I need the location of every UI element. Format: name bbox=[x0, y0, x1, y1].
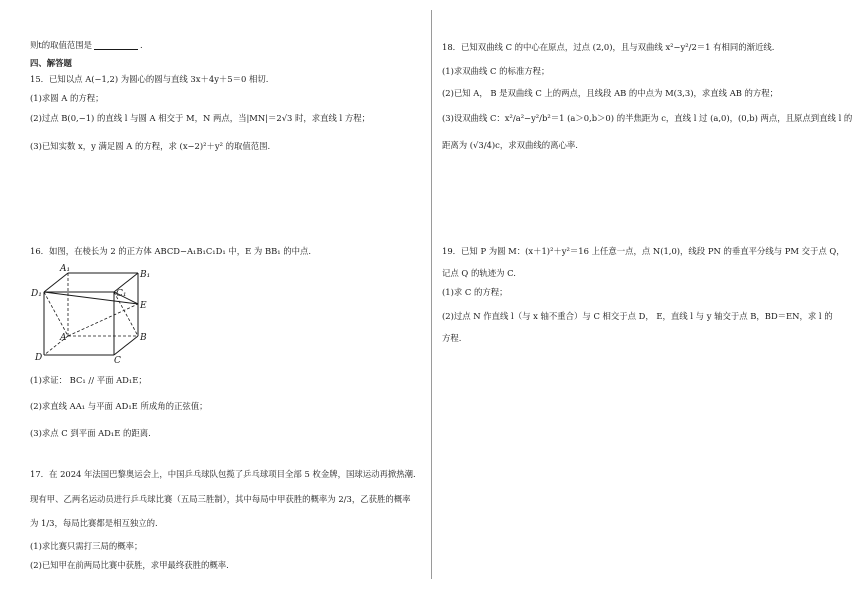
q16-part2: (2)求直线 AA₁ 与平面 AD₁E 所成角的正弦值； bbox=[30, 401, 208, 411]
edge-d1a1 bbox=[44, 273, 68, 292]
hidden-segment-ae bbox=[68, 304, 138, 336]
label-e: E bbox=[140, 301, 147, 311]
label-d: D bbox=[35, 353, 43, 363]
q17-part2: (2)已知甲在前两局比赛中获胜，求甲最终获胜的概率. bbox=[30, 560, 229, 570]
q16-part3: (3)求点 C 到平面 AD₁E 的距离. bbox=[30, 428, 151, 438]
q15-part2: (2)过点 B(0,−1) 的直线 l 与圆 A 相交于 M，N 两点，当|MN|＝2√3 时，求直线 l 方程； bbox=[30, 113, 371, 123]
q14-end: . bbox=[140, 40, 143, 50]
q15-part1: (1)求圆 A 的方程； bbox=[30, 93, 104, 103]
q17-line1: 17．在 2024 年法国巴黎奥运会上，中国乒乓球队包揽了乒乓球项目全部 5 枚金牌，国球运动再掀热潮. bbox=[30, 469, 416, 479]
q15-stem: 15．已知以点 A(−1,2) 为圆心的圆与直线 3x＋4y＋5＝0 相切. bbox=[30, 74, 269, 84]
q18-part3-line2: 距离为 (√3/4)c，求双曲线的离心率. bbox=[442, 140, 578, 150]
q19-part2-line2: 方程. bbox=[442, 333, 462, 343]
q18-part1: (1)求双曲线 C 的标准方程； bbox=[442, 66, 550, 76]
label-c: C bbox=[114, 356, 121, 364]
q19-stem-line2: 记点 Q 的轨迹为 C. bbox=[442, 268, 516, 278]
q16-stem: 16．如图，在棱长为 2 的正方体 ABCD−A₁B₁C₁D₁ 中，E 为 BB₁ 的中点. bbox=[30, 246, 312, 256]
q19-stem: 19．已知 P 为圆 M：(x＋1)²＋y²＝16 上任意一点，点 N(1,0)，线段 PN 的垂直平分线与 PM 交于点 Q， bbox=[442, 246, 845, 256]
label-d1: D₁ bbox=[31, 289, 42, 299]
right-column bbox=[442, 0, 853, 607]
cube-diagram bbox=[30, 262, 156, 364]
label-c1: C₁ bbox=[116, 289, 127, 299]
q14-text: 则t的取值范围是 bbox=[30, 40, 92, 50]
q17-part1: (1)求比赛只需打三局的概率； bbox=[30, 541, 143, 551]
q17-line3: 为 1/3，每局比赛都是相互独立的. bbox=[30, 518, 158, 528]
q18-stem: 18．已知双曲线 C 的中心在原点，过点 (2,0)，且与双曲线 x²−y²/2＝1 有相同的渐近线. bbox=[442, 42, 775, 52]
q19-part1: (1)求 C 的方程； bbox=[442, 287, 508, 297]
q14-tail bbox=[30, 40, 143, 51]
q15-part3: (3)已知实数 x，y 满足圆 A 的方程，求 (x−2)²＋y² 的取值范围. bbox=[30, 141, 271, 151]
column-divider bbox=[431, 10, 432, 579]
q17-line2: 现有甲、乙两名运动员进行乒乓球比赛（五局三胜制），其中每局中甲获胜的概率为 2/3，乙获胜的概率 bbox=[30, 494, 411, 504]
label-b: B bbox=[140, 333, 147, 343]
label-b1: B₁ bbox=[140, 270, 151, 280]
q19-part2-line1: (2)过点 N 作直线 l（与 x 轴不重合）与 C 相交于点 D， E，直线 l 与 y 轴交于点 B，BD＝EN，求 l 的 bbox=[442, 311, 833, 321]
label-a: A bbox=[60, 333, 67, 343]
edge-bc bbox=[114, 336, 138, 355]
q16-part1: (1)求证： BC₁ // 平面 AD₁E； bbox=[30, 375, 147, 385]
cube-figure bbox=[30, 262, 156, 364]
section-heading: 四、解答题 bbox=[30, 58, 72, 68]
hidden-segment-d1a bbox=[44, 292, 68, 336]
q18-part3-line1: (3)设双曲线 C：x²/a²−y²/b²＝1 (a＞0,b＞0) 的半焦距为 c，直线 l 过 (a,0)，(0,b) 两点，且原点到直线 l 的 bbox=[442, 113, 853, 123]
q18-part2: (2)已知 A， B 是双曲线 C 上的两点，且线段 AB 的中点为 M(3,3)，求直线 AB 的方程； bbox=[442, 88, 779, 98]
answer-blank bbox=[94, 40, 138, 50]
label-a1: A₁ bbox=[60, 264, 71, 274]
